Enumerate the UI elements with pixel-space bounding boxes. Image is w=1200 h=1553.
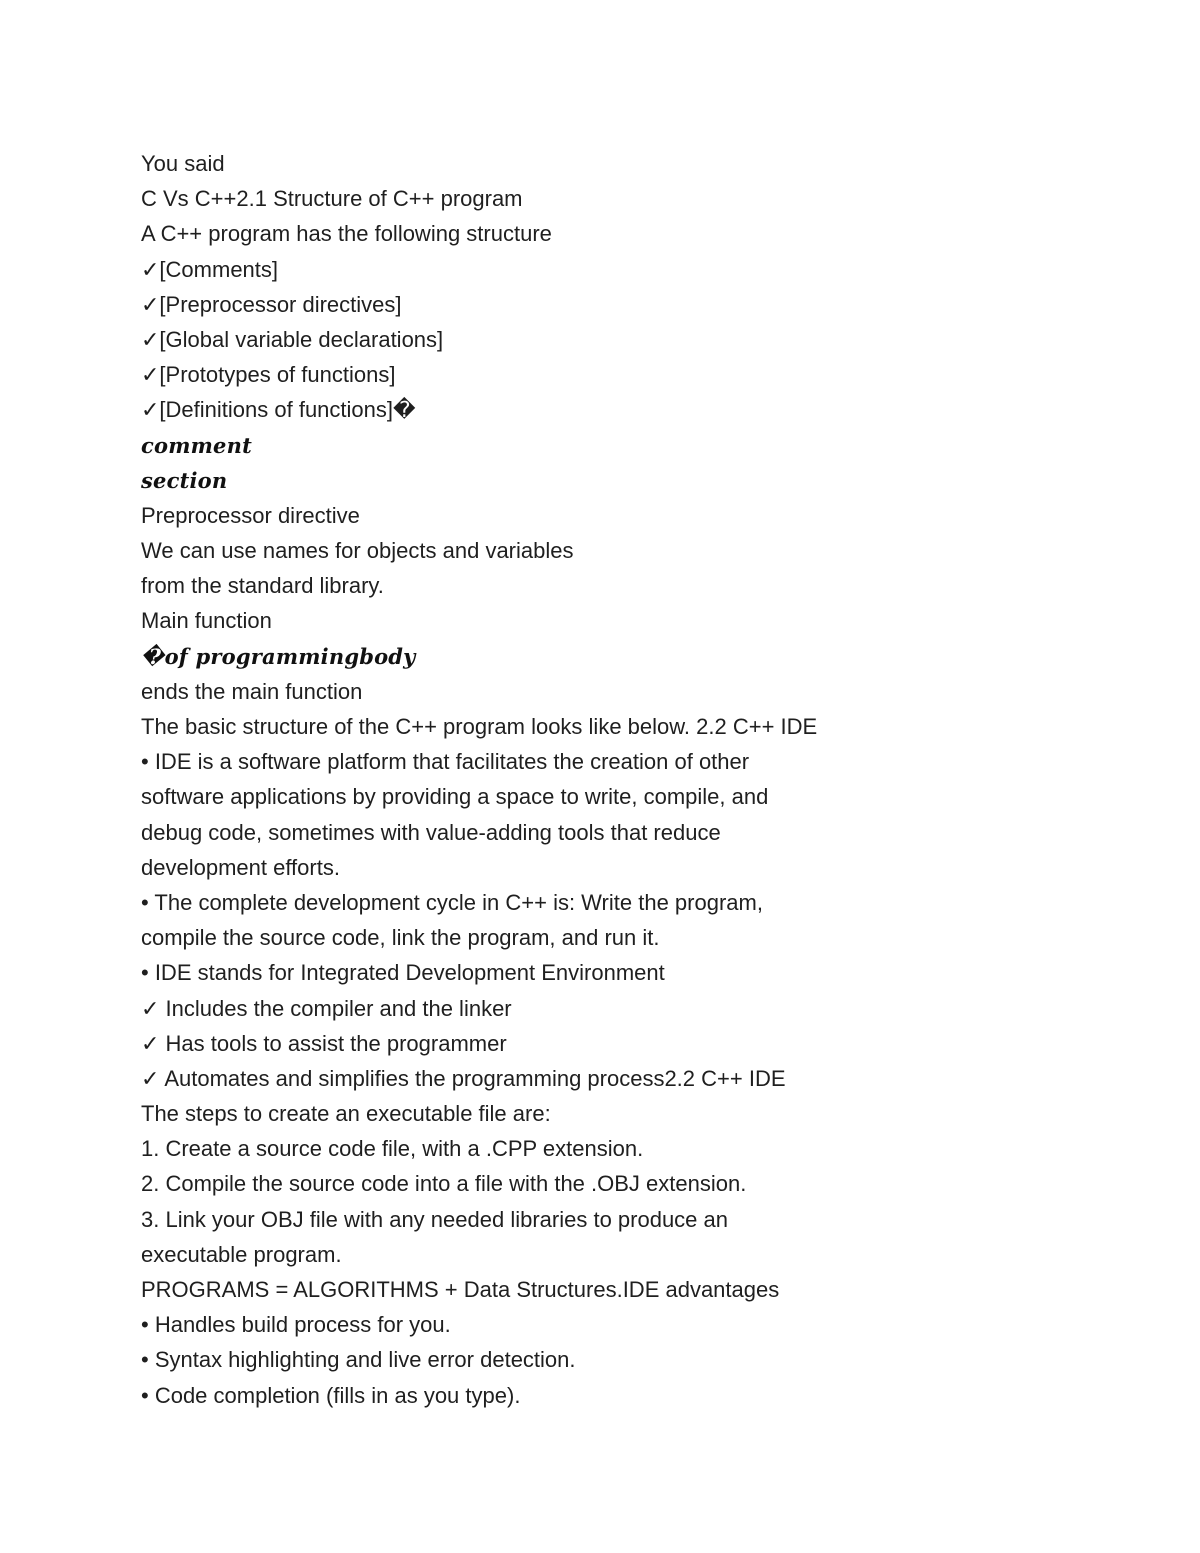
- text-line: ✓[Definitions of functions]�: [141, 397, 416, 423]
- text-line: You said: [141, 151, 225, 176]
- text-line: The steps to create an executable file are:: [141, 1101, 551, 1127]
- text-line: 2. Compile the source code into a file with the .OBJ extension.: [141, 1171, 747, 1197]
- text-line: development efforts.: [141, 854, 340, 880]
- text-line: ✓ Automates and simplifies the programming process2.2 C++ IDE: [141, 1065, 786, 1091]
- text-line: ✓[Global variable declarations]: [141, 326, 444, 352]
- text-line: ends the main function: [141, 678, 363, 704]
- text-line: debug code, sometimes with value-adding tools that reduce: [141, 819, 721, 845]
- text-line: software applications by providing a space to write, compile, and: [141, 784, 769, 810]
- text-line: The basic structure of the C++ program looks like below. 2.2 C++ IDE: [141, 714, 818, 739]
- text-line: �of programmingbody: [141, 643, 416, 669]
- text-line: PROGRAMS = ALGORITHMS + Data Structures.IDE advantages: [141, 1277, 780, 1302]
- text-line: compile the source code, link the program, and run it.: [141, 925, 660, 951]
- text-line: 1. Create a source code file, with a .CPP extension.: [141, 1136, 644, 1162]
- text-line: • IDE stands for Integrated Development Environment: [141, 960, 665, 986]
- text-line: • Handles build process for you.: [141, 1312, 451, 1338]
- text-line: • IDE is a software platform that facilitates the creation of other: [141, 749, 750, 775]
- text-line: comment: [141, 432, 252, 458]
- text-line: section: [141, 467, 228, 493]
- text-line: ✓[Prototypes of functions]: [141, 362, 396, 388]
- text-line: We can use names for objects and variables: [141, 538, 574, 564]
- text-line: C Vs C++2.1 Structure of C++ program: [141, 186, 523, 212]
- text-line: ✓ Has tools to assist the programmer: [141, 1030, 507, 1056]
- text-line: executable program.: [141, 1241, 342, 1267]
- text-line: • Code completion (fills in as you type).: [141, 1382, 521, 1408]
- text-line: ✓ Includes the compiler and the linker: [141, 995, 512, 1021]
- text-line: A C++ program has the following structure: [141, 221, 552, 247]
- text-line: ✓[Preprocessor directives]: [141, 291, 402, 317]
- text-line: ✓[Comments]: [141, 256, 279, 282]
- text-line: Main function: [141, 608, 272, 634]
- text-line: • Syntax highlighting and live error detection.: [141, 1347, 576, 1373]
- document-body: [141, 146, 1141, 1413]
- text-line: Preprocessor directive: [141, 502, 360, 528]
- text-line: 3. Link your OBJ file with any needed libraries to produce an: [141, 1206, 728, 1232]
- text-line: from the standard library.: [141, 573, 384, 599]
- text-line: • The complete development cycle in C++ is: Write the program,: [141, 889, 763, 915]
